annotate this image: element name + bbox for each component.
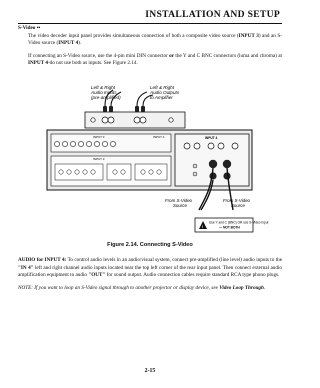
svideo-section <box>18 25 282 68</box>
page-number: 2-15 <box>144 368 156 374</box>
svg-text:!: ! <box>202 224 204 229</box>
tv-icon: ▪▪ <box>36 25 41 31</box>
panel-input4b-label: INPUT 4 <box>205 136 218 140</box>
video-loop-through-link[interactable]: Video Loop Through <box>219 284 264 291</box>
svideo-left-label: From S-Video Source <box>165 198 193 208</box>
page-header <box>0 9 300 21</box>
audio-and-note-section <box>18 257 282 297</box>
svideo-right-label: From S-Video Source <box>223 198 251 208</box>
figure-caption: Figure 2.14. Connecting S-Video <box>107 242 193 248</box>
rca-plugs <box>103 106 145 112</box>
right-audio-label: Left & Right Audio Outputs to Amplifier <box>150 85 180 100</box>
paragraph-connect: If connecting an S-Video source, use the 4-pin mini DIN connector or the Y and C BNC connectors (luma and chroma) at INPUT 4-do not use both as inputs. See Figure 2.14. <box>28 52 282 67</box>
note-paragraph: NOTE: If you want to loop an S-Video signal through to another projector or display device, see Video Loop Through. <box>18 284 266 291</box>
panel-input3-label: INPUT 3 <box>93 135 105 139</box>
left-audio-label: Left & Right Audio Inputs (pre-amplified) <box>91 85 121 100</box>
section-heading-text: S-Video <box>18 25 36 31</box>
header-rule <box>18 23 282 24</box>
panel-input3b-label: INPUT 3 <box>93 157 105 161</box>
svideo-connection-diagram <box>45 80 269 237</box>
paragraph-intro: The video decoder input panel provides simultaneous connection of both a composite video source (INPUT 3) and an S-Video source (INPUT 4). <box>28 32 282 47</box>
section-heading <box>18 25 282 33</box>
audio-paragraph: AUDIO for INPUT 4: To control audio levels in an audio/visual system, connect pre-amplified (line level) audio inputs to the "IN 4" left and right channel audio inputs located near the top left corner of the rear input panel. Then connect external audio amplification equipment to audio "OUT" for sound output. Audio connection cables require standard RCA type phono plugs. <box>18 257 283 279</box>
page-header-title: INSTALLATION AND SETUP <box>145 9 280 20</box>
warning-text: Use Y and C (BNC) OR use S-Video input — NOT BOTH <box>209 220 269 230</box>
panel-input4-label: INPUT 4 <box>153 135 165 139</box>
